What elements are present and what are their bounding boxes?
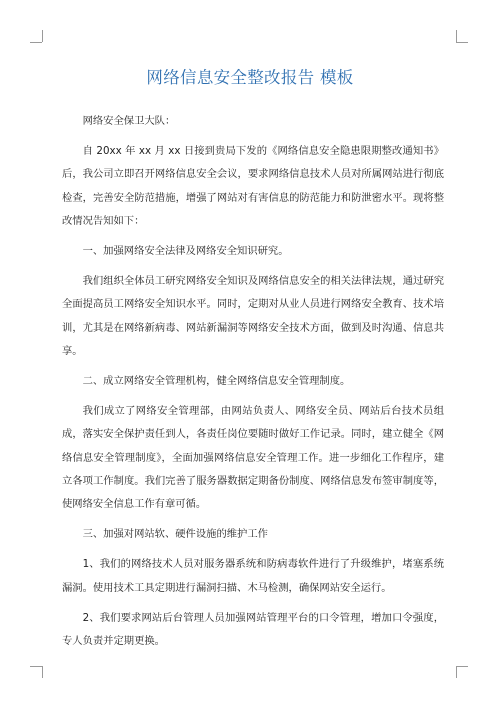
- section-heading-2: 二、成立网络安全管理机构，健全网络信息安全管理制度。: [82, 375, 351, 388]
- salutation: 网络安全保卫大队：: [82, 115, 176, 127]
- section-item-1: 1、我们的网络技术人员对服务器系统和防病毒软件进行了升级维护，堵塞系统漏洞。使用技术工具定期进行漏洞扫描、木马检测，确保网站安全运行。: [62, 558, 444, 594]
- section-heading-1: 一、加强网络安全法律及网络安全知识研究。: [82, 245, 289, 258]
- intro-paragraph: 自 20xx 年 xx 月 xx 日接到贵局下发的《网络信息安全隐患限期整改通知书》后，我公司立即召开网络信息安全会议，要求网络信息技术人员对所属网站进行彻底检查，完善安全防范措施，增强了网站对有害信息的防范能力和防泄密水平。现将整改情况告知如下：: [62, 145, 444, 227]
- section-paragraph-2: 我们成立了网络安全管理部，由网站负责人、网络安全员、网站后台技术员组成，落实安全保护责任到人，各责任岗位要随时做好工作记录。同时，建立健全《网络信息安全管理制度》，全面加强网络信息安全管理工作。进一步细化工作程序，建立各项工作制度。我们完善了服务器数据定期备份制度、网络信息发布签审制度等，使网络安全信息工作有章可循。: [62, 405, 444, 511]
- document-title: 网络信息安全整改报告 模板: [146, 68, 354, 87]
- section-paragraph-1: 我们组织全体员工研究网络安全知识及网络信息安全的相关法律法规，通过研究全面提高员工网络安全知识水平。同时，定期对从业人员进行网络安全教育、技术培训，尤其是在网络新病毒、网站新漏洞等网络安全技术方面，做到及时沟通、信息共享。: [62, 275, 444, 357]
- document-body: [62, 110, 444, 660]
- section-heading-3: 三、加强对网站软、硬件设施的维护工作: [82, 528, 268, 541]
- section-item-2: 2、我们要求网站后台管理人员加强网站管理平台的口令管理，增加口令强度，专人负责并定期更换。: [62, 611, 444, 648]
